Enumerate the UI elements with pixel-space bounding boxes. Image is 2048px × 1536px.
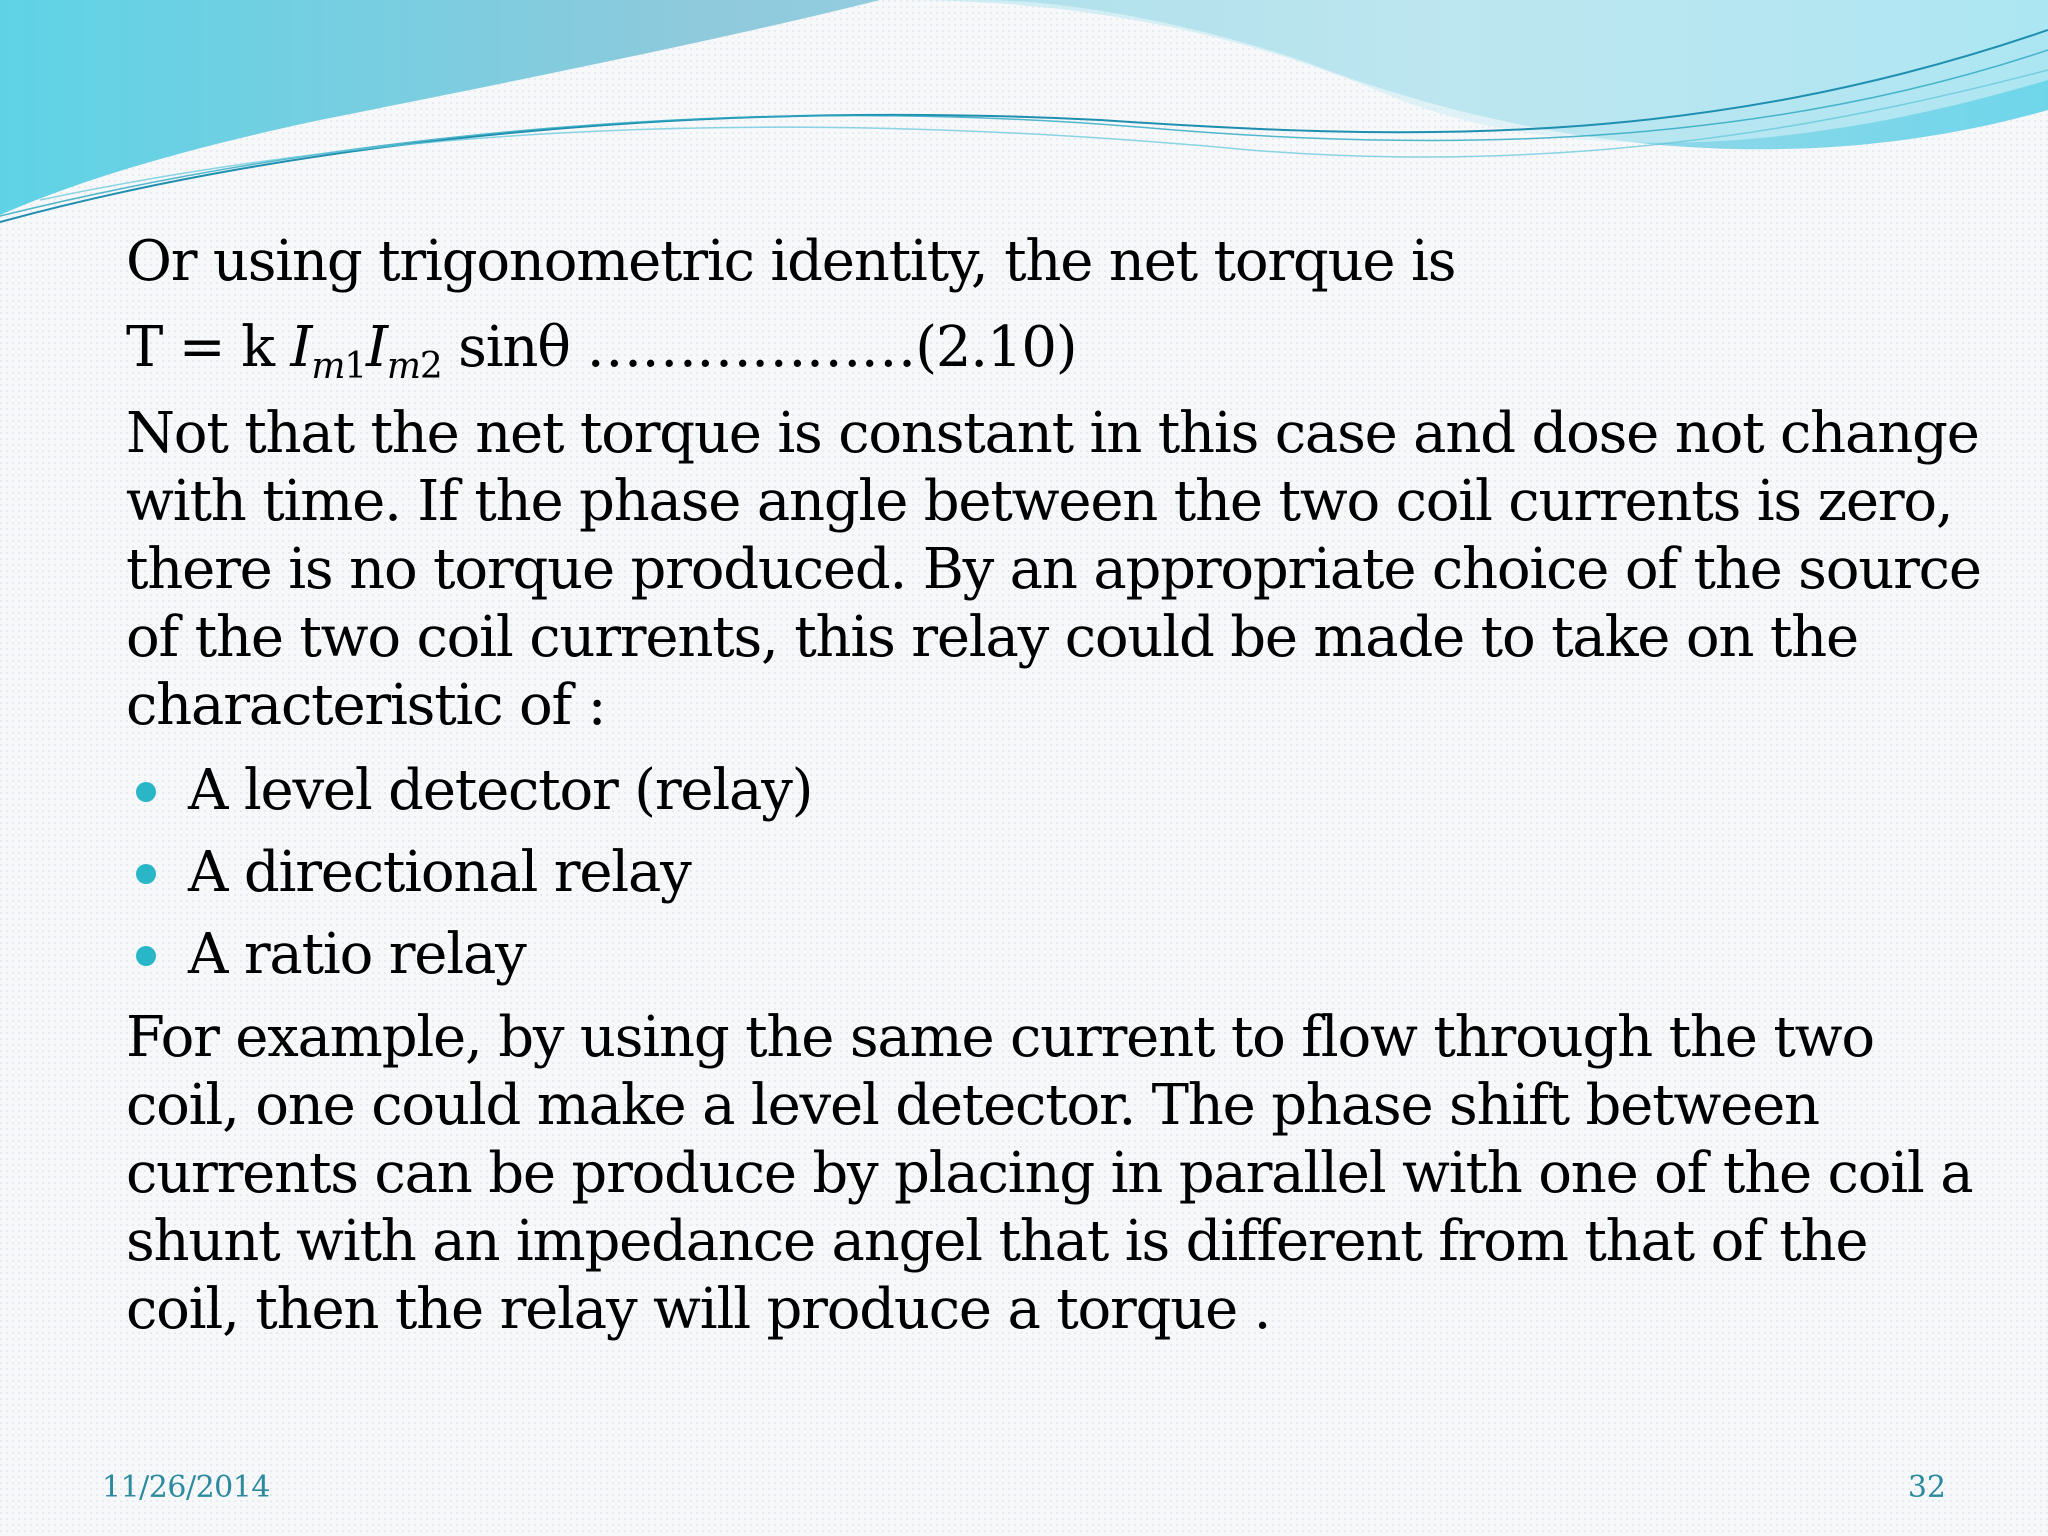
paragraph-line: coil, one could make a level detector. The phase shift between — [126, 1073, 1819, 1138]
paragraph-line: coil, then the relay will produce a torque . — [126, 1277, 1271, 1342]
paragraph-line: currents can be produce by placing in parallel with one of the coil a — [126, 1141, 1973, 1206]
torque-equation — [126, 314, 1936, 387]
intro-line: Or using trigonometric identity, the net torque is — [126, 229, 1456, 294]
current-symbol-2: I — [366, 315, 387, 380]
bullet-dot-icon — [136, 946, 156, 966]
slide-body — [126, 228, 1981, 1344]
paragraph-line: characteristic of : — [126, 673, 606, 738]
example-paragraph — [126, 1004, 1973, 1344]
paragraph-line: For example, by using the same current to flow through the two — [126, 1005, 1874, 1070]
slide-number: 32 — [1907, 1470, 1946, 1505]
characteristic-list — [126, 750, 1936, 996]
current-subscript-1: m1 — [311, 346, 366, 387]
paragraph-line: with time. If the phase angle between the two coil currents is zero, — [126, 469, 1953, 534]
current-subscript-2: m2 — [386, 346, 442, 387]
bullet-dot-icon — [136, 864, 156, 884]
header-wave-decoration — [0, 0, 2048, 240]
footer-date: 11/26/2014 — [102, 1470, 270, 1505]
list-item: A directional relay — [126, 832, 1936, 914]
bullet-dot-icon — [136, 782, 156, 802]
paragraph-line: there is no torque produced. By an appropriate choice of the source — [126, 537, 1981, 602]
equation-suffix: sinθ ………………(2.10) — [441, 315, 1077, 380]
paragraph-line: Not that the net torque is constant in this case and dose not change — [126, 401, 1979, 466]
current-symbol-1: I — [290, 315, 312, 380]
explanation-paragraph — [126, 400, 1981, 740]
paragraph-line: shunt with an impedance angel that is different from that of the — [126, 1209, 1868, 1274]
list-item: A level detector (relay) — [126, 750, 1936, 832]
equation-prefix: T = k — [126, 315, 291, 380]
paragraph-line: of the two coil currents, this relay could be made to take on the — [126, 605, 1858, 670]
list-item: A ratio relay — [126, 914, 1936, 996]
